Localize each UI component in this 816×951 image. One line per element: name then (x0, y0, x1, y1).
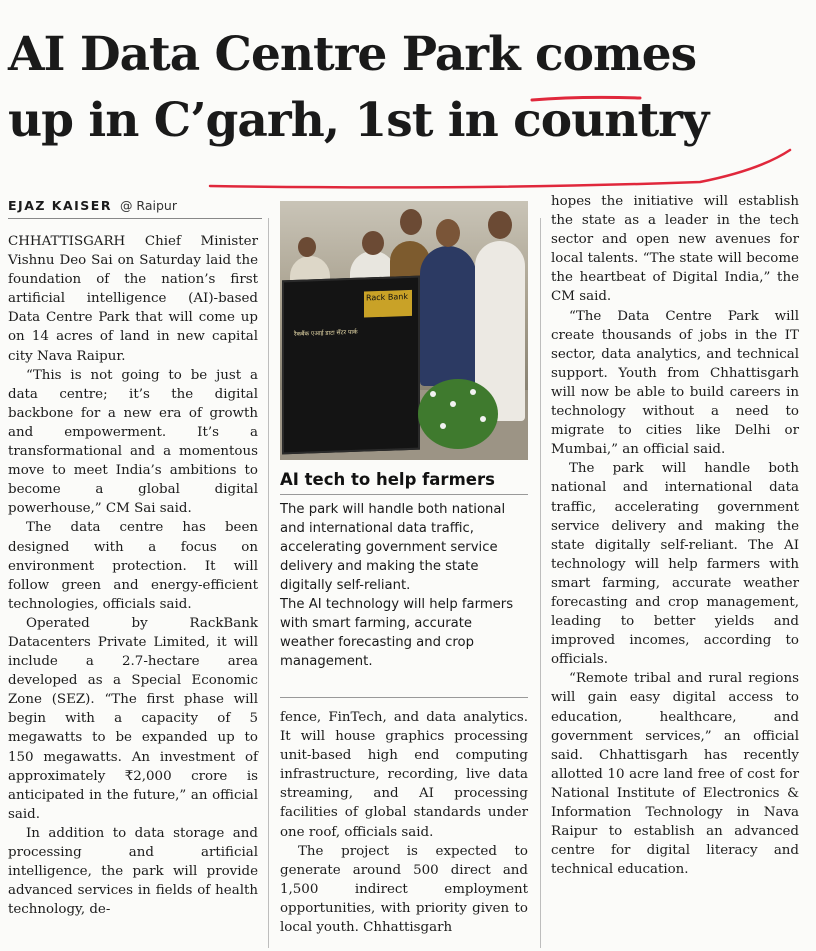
paragraph: CHHATTISGARH Chief Minister Vishnu Deo Sai on Saturday laid the foundation of the nation’s first artificial intelligence (AI)-based Data Centre Park that will come up on 14 acres of land in new capital city Nava Raipur. (8, 234, 258, 364)
flower (430, 391, 436, 397)
rackbank-logo: Rack Bank (364, 290, 412, 318)
person-head (362, 231, 384, 255)
column-divider (540, 218, 541, 948)
person-figure (420, 246, 476, 386)
byline-rule (8, 218, 262, 219)
sidebar-rule (280, 494, 528, 495)
news-photo (280, 201, 528, 460)
flower-plant (418, 379, 498, 449)
headline-line-1: AI Data Centre Park comes (8, 27, 697, 82)
sidebar-paragraph: The park will handle both national and international data traffic, accelerating government service delivery and making the state digitally self-reliant. (280, 502, 506, 593)
paragraph: The park will handle both national and international data traffic, accelerating government service delivery and making the state digitally self-reliant. The AI technology will help farmers with smart farming, accurate weather forecasting and crop management, leading to better yields and improved incomes, according to officials. (551, 461, 799, 668)
paragraph: The project is expected to generate around 500 direct and 1,500 indirect employment opportunities, with priority given to local youth. Chhattisgarh (280, 843, 528, 936)
flower (470, 389, 476, 395)
paragraph: “The Data Centre Park will create thousands of jobs in the IT sector, data analytics, and technical support. Youth from Chhattisgarh will now be able to build careers in technology without a need to migrate to cities like Delhi or Mumbai,” an official said. (551, 308, 799, 458)
article-column-1 (8, 232, 258, 919)
person-head (298, 237, 316, 257)
author-name: EJAZ KAISER (8, 198, 112, 213)
paragraph: The data centre has been designed with a focus on environment protection. It will follow green and energy-efficient technologies, officials said. (8, 520, 258, 612)
sidebar-paragraph: The AI technology will help farmers with smart farming, accurate weather forecasting and crop management. (280, 597, 514, 669)
sidebar-body (280, 500, 530, 671)
flower (440, 423, 446, 429)
article-column-3 (551, 192, 799, 879)
sidebar-heading: AI tech to help farmers (280, 470, 495, 489)
article-column-2 (280, 708, 528, 937)
paragraph: In addition to data storage and processing and artificial intelligence, the park will provide advanced services in fields of health technology, de- (8, 825, 258, 918)
flower (480, 416, 486, 422)
dateline-location: @ Raipur (119, 198, 177, 213)
headline-line-2: up in C’garh, 1st in country (8, 93, 709, 148)
headline (8, 22, 808, 154)
person-head (400, 209, 422, 235)
paragraph: Operated by RackBank Datacenters Private Limited, it will include a 2.7-hectare area developed as a Special Economic Zone (SEZ). “The first phase will begin with a capacity of 5 megawatts to be expanded up to 150 megawatts. An investment of approximately ₹2,000 crore is anticipated in the future,” an official said. (8, 615, 258, 822)
paragraph: “Remote tribal and rural regions will gain easy digital access to education, healthcare, and government services,” an official said. Chhattisgarh has recently allotted 10 acre land free of cost for National Institute of Electronics & Information Technology in Nava Raipur to establish an advanced centre for digital literacy and technical education. (551, 671, 799, 878)
person-head (436, 219, 460, 247)
person-head (488, 211, 512, 239)
plaque-inscription: रैकबैंक एआई डाटा सेंटर पार्क (294, 328, 358, 338)
paragraph: fence, FinTech, and data analytics. It will house graphics processing unit-based high end computing infrastructure, recording, live data streaming, and AI processing facilities of global standards under one roof, officials said. (280, 710, 528, 840)
paragraph: “This is not going to be just a data centre; it’s the digital backbone for a new era of growth and empowerment. It’s a transformational and a momentous move to meet India’s ambitions to become a global digital powerhouse,” CM Sai said. (8, 367, 258, 517)
flower (450, 401, 456, 407)
foundation-plaque (282, 276, 420, 455)
paragraph: hopes the initiative will establish the state as a leader in the tech sector and open new avenues for local talents. “The state will become the heartbeat of Digital India,” the CM said. (551, 194, 799, 305)
column-divider (268, 218, 269, 948)
byline (8, 198, 177, 213)
sidebar-bottom-rule (280, 697, 528, 698)
